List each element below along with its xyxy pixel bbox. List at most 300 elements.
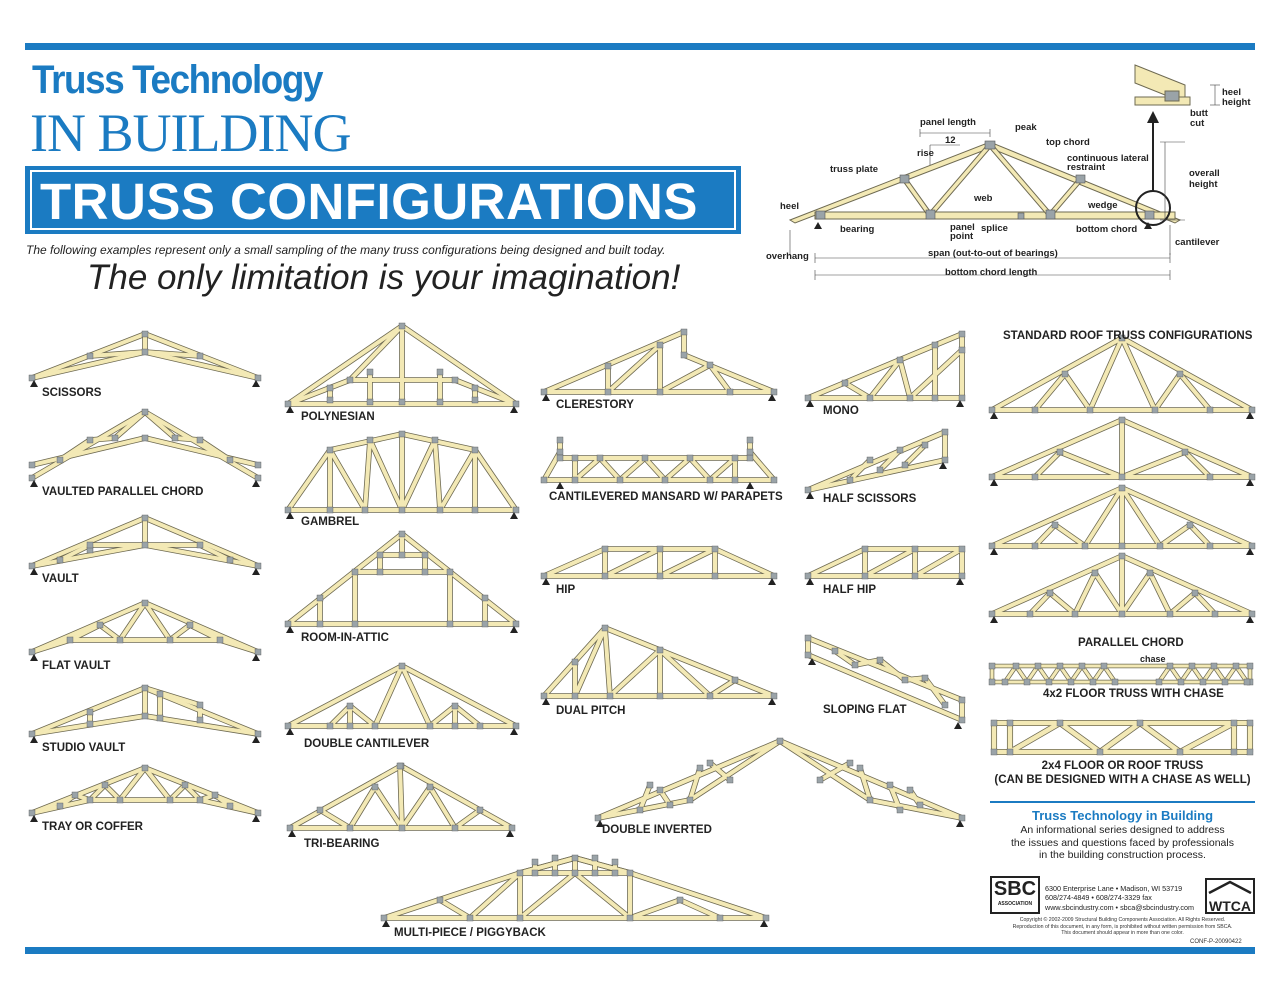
truss-plate	[697, 765, 703, 771]
truss-plate	[771, 573, 777, 579]
truss-plate	[197, 797, 203, 803]
truss-plate	[1119, 543, 1125, 549]
scissors-truss	[29, 331, 261, 387]
truss-plate	[1101, 663, 1107, 669]
truss-plate	[771, 477, 777, 483]
truss-plate	[897, 357, 903, 363]
truss-plate	[1178, 679, 1184, 685]
truss-plate	[255, 475, 261, 481]
truss-plate	[647, 782, 653, 788]
truss-plate	[572, 477, 578, 483]
truss-plate	[597, 455, 603, 461]
truss-plate	[142, 331, 148, 337]
truss-plate	[142, 765, 148, 771]
truss-plate	[817, 777, 823, 783]
truss-plate	[989, 543, 995, 549]
truss-plate	[932, 342, 938, 348]
truss-plate	[467, 915, 473, 921]
label-cantilevered-mansard: CANTILEVERED MANSARD W/ PARAPETS	[549, 491, 783, 503]
truss-plate	[227, 557, 233, 563]
truss-plate	[352, 569, 358, 575]
truss-plate	[907, 787, 913, 793]
sbc-logo	[990, 876, 1040, 914]
truss-plate	[932, 395, 938, 401]
truss-plate	[707, 693, 713, 699]
truss-plate	[612, 859, 618, 865]
label-butt: butt	[1190, 108, 1208, 119]
truss-plate	[1032, 543, 1038, 549]
truss-plate	[592, 855, 598, 861]
truss-plate	[227, 803, 233, 809]
truss-plate	[717, 915, 723, 921]
truss-plate	[922, 442, 928, 448]
truss-plate	[1211, 663, 1217, 669]
truss-plate	[352, 621, 358, 627]
truss-plate	[605, 363, 611, 369]
truss-plate	[657, 573, 663, 579]
truss-plate	[1167, 663, 1173, 669]
truss-plate	[317, 595, 323, 601]
truss-plate	[572, 870, 578, 876]
truss-plate	[255, 375, 261, 381]
truss-plate	[922, 675, 928, 681]
truss-plate	[959, 717, 965, 723]
truss-plate	[472, 507, 478, 513]
truss-plate	[959, 395, 965, 401]
truss-plate	[805, 635, 811, 641]
truss-plate	[367, 369, 373, 375]
double-cantilever-truss	[285, 663, 519, 735]
truss-plate	[377, 552, 383, 558]
truss-plate	[707, 362, 713, 368]
truss-plate	[29, 475, 35, 481]
truss-plate	[1249, 407, 1255, 413]
truss-plate	[1057, 449, 1063, 455]
label-peak: peak	[1015, 122, 1037, 133]
truss-plate	[437, 369, 443, 375]
truss-plate	[29, 649, 35, 655]
truss-plate	[142, 542, 148, 548]
mono-truss	[805, 331, 965, 407]
truss-plate	[112, 435, 118, 441]
truss-plate	[832, 648, 838, 654]
truss-plate	[657, 693, 663, 699]
label-sloping-flat: SLOPING FLAT	[823, 704, 907, 716]
truss-plate	[1207, 407, 1213, 413]
truss-plate	[532, 859, 538, 865]
truss-plate	[227, 457, 233, 463]
contact-address	[1045, 884, 1194, 912]
label-bearing: bearing	[840, 224, 875, 235]
truss-plate	[595, 815, 601, 821]
truss-plate	[887, 782, 893, 788]
truss-plate	[605, 389, 611, 395]
truss-plate	[87, 353, 93, 359]
truss-plate	[1035, 663, 1041, 669]
truss-plate	[1119, 485, 1125, 491]
truss-plate	[572, 693, 578, 699]
truss-plate	[612, 870, 618, 876]
truss-plate	[1231, 749, 1237, 755]
document-code: CONF-P-20090422	[1190, 939, 1242, 945]
label-half-scissors: HALF SCISSORS	[823, 493, 917, 505]
truss-plate	[217, 637, 223, 643]
truss-plate	[959, 347, 965, 353]
standard-2-truss	[989, 417, 1255, 486]
truss-plate	[1079, 663, 1085, 669]
truss-plate	[1090, 679, 1096, 685]
truss-plate	[255, 731, 261, 737]
truss-plate	[897, 447, 903, 453]
truss-plate	[372, 723, 378, 729]
truss-plate	[771, 693, 777, 699]
truss-plate	[372, 784, 378, 790]
truss-plate	[452, 703, 458, 709]
truss-plate	[427, 784, 433, 790]
truss-plate	[907, 395, 913, 401]
truss-plate	[513, 723, 519, 729]
footer-series-title: Truss Technology in Building	[1031, 808, 1214, 823]
truss-plate	[732, 677, 738, 683]
truss-plate	[989, 611, 995, 617]
truss-plate	[942, 429, 948, 435]
truss-plate	[1027, 611, 1033, 617]
label-tray-or-coffer: TRAY OR COFFER	[42, 821, 143, 833]
truss-plate	[437, 897, 443, 903]
truss-plate	[1062, 371, 1068, 377]
truss-plate	[687, 455, 693, 461]
label-clerestory: CLERESTORY	[556, 399, 634, 411]
truss-plate	[142, 435, 148, 441]
tagline: The only limitation is your imagination!	[87, 258, 681, 297]
truss-plate	[142, 713, 148, 719]
truss-plate	[681, 329, 687, 335]
truss-plate	[87, 797, 93, 803]
truss-plate	[285, 401, 291, 407]
truss-plate	[867, 395, 873, 401]
label-hip: HIP	[556, 584, 576, 596]
truss-plate	[513, 401, 519, 407]
truss-plate	[917, 802, 923, 808]
truss-plate	[627, 915, 633, 921]
label-gambrel: GAMBREL	[301, 516, 360, 528]
truss-plate	[477, 807, 483, 813]
truss-plate	[1233, 663, 1239, 669]
truss-plate	[172, 435, 178, 441]
truss-plate	[117, 637, 123, 643]
truss-plate	[347, 703, 353, 709]
truss-plate	[1112, 679, 1118, 685]
truss-plate	[29, 563, 35, 569]
label-tri-bearing: TRI-BEARING	[304, 838, 380, 850]
truss-plate	[29, 731, 35, 737]
half-hip-truss	[805, 546, 965, 585]
truss-plate	[657, 647, 663, 653]
truss-plate	[367, 437, 373, 443]
truss-plate	[727, 777, 733, 783]
truss-plate	[959, 546, 965, 552]
truss-plate	[1046, 679, 1052, 685]
label-bottom-chord-length: bottom chord length	[945, 267, 1038, 278]
truss-plate	[989, 663, 995, 669]
truss-plate	[437, 507, 443, 513]
label-4x2-floor-truss: 4x2 FLOOR TRUSS WITH CHASE	[1043, 688, 1224, 700]
truss-plate	[877, 467, 883, 473]
standard-4-truss	[989, 553, 1255, 623]
label-span: span (out-to-out of bearings)	[928, 248, 1058, 259]
hip-truss	[541, 546, 777, 585]
truss-plate	[1052, 522, 1058, 528]
label-overhang: overhang	[766, 251, 809, 262]
truss-plate	[367, 399, 373, 405]
truss-plate	[1212, 611, 1218, 617]
truss-plate	[1137, 720, 1143, 726]
truss-plate	[942, 702, 948, 708]
truss-plate	[447, 569, 453, 575]
truss-plate	[67, 637, 73, 643]
truss-plate	[285, 621, 291, 627]
truss-plate	[707, 477, 713, 483]
truss-plate	[657, 389, 663, 395]
truss-plate	[1068, 679, 1074, 685]
truss-plate	[1182, 449, 1188, 455]
double-inverted-truss	[595, 738, 965, 827]
truss-plate	[862, 573, 868, 579]
label-dual-pitch: DUAL PITCH	[556, 705, 626, 717]
truss-plate	[1032, 407, 1038, 413]
truss-plate	[1249, 474, 1255, 480]
truss-plate	[29, 462, 35, 468]
truss-plate	[285, 507, 291, 513]
wtca-logo-text: WTCA	[1209, 898, 1251, 914]
truss-plate	[362, 507, 368, 513]
truss-plate	[399, 431, 405, 437]
truss-plate	[427, 723, 433, 729]
truss-plate	[662, 477, 668, 483]
label-continuous-lateral: continuous lateral	[1067, 153, 1149, 164]
truss-plate	[677, 897, 683, 903]
truss-plate	[572, 659, 578, 665]
truss-plate	[557, 449, 563, 455]
truss-plate	[1156, 679, 1162, 685]
truss-plate	[397, 763, 403, 769]
truss-plate	[399, 663, 405, 669]
truss-plate	[989, 679, 995, 685]
truss-plate	[942, 457, 948, 463]
truss-plate	[1082, 543, 1088, 549]
gambrel-truss	[285, 431, 519, 519]
truss-plate	[902, 677, 908, 683]
label-overall: overall	[1189, 168, 1220, 179]
wtca-roof-icon	[1207, 880, 1253, 894]
truss-plate	[1119, 474, 1125, 480]
label-heel: heel	[780, 201, 800, 212]
truss-plate	[712, 546, 718, 552]
label-splice: splice	[981, 223, 1008, 234]
truss-plate	[959, 331, 965, 337]
label-heel-height-2: height	[1222, 97, 1251, 108]
truss-plate	[212, 792, 218, 798]
copyright-line1: Copyright © 2002-2009 Structural Building Components Association. All Rights Reserved.	[1019, 917, 1226, 923]
truss-plate	[1057, 663, 1063, 669]
truss-plate	[255, 649, 261, 655]
truss-plate	[852, 662, 858, 668]
truss-plate	[1119, 611, 1125, 617]
truss-plate	[681, 352, 687, 358]
address-line3: www.sbcindustry.com • sbca@sbcindustry.com	[1045, 902, 1194, 912]
truss-plate	[1167, 611, 1173, 617]
truss-plate	[102, 782, 108, 788]
truss-plate	[327, 385, 333, 391]
label-twelve: 12	[945, 135, 956, 146]
truss-plate	[1249, 543, 1255, 549]
truss-plate	[432, 437, 438, 443]
truss-plate	[541, 573, 547, 579]
sbc-logo-text: SBC	[993, 878, 1037, 900]
truss-plate	[805, 652, 811, 658]
truss-plate	[255, 563, 261, 569]
truss-plate	[72, 792, 78, 798]
truss-plate	[732, 455, 738, 461]
address-line1: 6300 Enterprise Lane • Madison, WI 53719	[1045, 884, 1183, 893]
truss-plate	[517, 915, 523, 921]
truss-plate	[1200, 679, 1206, 685]
truss-plate	[57, 803, 63, 809]
label-scissors: SCISSORS	[42, 387, 102, 399]
vault-truss	[29, 515, 261, 575]
truss-plate	[327, 397, 333, 403]
label-web: web	[974, 193, 993, 204]
truss-plate	[877, 657, 883, 663]
truss-plate	[1072, 611, 1078, 617]
label-panel-length: panel length	[920, 117, 976, 128]
truss-plate	[989, 474, 995, 480]
truss-plate	[477, 723, 483, 729]
truss-plate	[142, 600, 148, 606]
truss-plate	[959, 815, 965, 821]
truss-plate	[557, 455, 563, 461]
address-line2: 608/274-4849 • 608/274-3329 fax	[1045, 893, 1152, 903]
truss-plate	[87, 721, 93, 727]
truss-plate	[1092, 570, 1098, 576]
truss-plate	[87, 542, 93, 548]
label-double-inverted: DOUBLE INVERTED	[602, 824, 712, 836]
label-chase: chase	[1140, 654, 1166, 664]
half-scissors-truss	[805, 429, 948, 499]
truss-plate	[657, 787, 663, 793]
flat-vault-truss	[29, 600, 261, 661]
truss-plate	[572, 855, 578, 861]
truss-plate	[347, 723, 353, 729]
truss-plate	[1152, 407, 1158, 413]
footer-desc-line2: the issues and questions faced by professionals	[1011, 836, 1234, 849]
truss-plate	[847, 477, 853, 483]
truss-plate	[805, 487, 811, 493]
truss-plate	[572, 455, 578, 461]
page-title: TRUSS CONFIGURATIONS	[40, 173, 698, 230]
truss-plate	[602, 573, 608, 579]
truss-plate	[197, 353, 203, 359]
wtca-logo	[1205, 878, 1255, 914]
truss-plate	[87, 709, 93, 715]
truss-plate	[97, 622, 103, 628]
footer-series-description	[990, 824, 1255, 862]
intro-text: The following examples represent only a small sampling of the many truss configurations being designed and built today.	[26, 243, 666, 257]
label-height: height	[1189, 179, 1218, 190]
truss-plate	[1013, 663, 1019, 669]
truss-plate	[1177, 371, 1183, 377]
truss-plate	[399, 507, 405, 513]
label-room-in-attic: ROOM-IN-ATTIC	[301, 632, 389, 644]
truss-plate	[482, 621, 488, 627]
truss-plate	[847, 760, 853, 766]
studio-vault-truss	[29, 685, 261, 743]
copyright-line3: This document should appear in more than one color.	[1061, 930, 1184, 936]
truss-plate	[541, 389, 547, 395]
floor-4x2-truss	[989, 663, 1253, 685]
truss-plate	[842, 380, 848, 386]
truss-plate	[472, 385, 478, 391]
truss-plate	[541, 693, 547, 699]
truss-plate	[763, 915, 769, 921]
label-studio-vault: STUDIO VAULT	[42, 742, 126, 754]
truss-plate	[991, 720, 997, 726]
truss-plate	[959, 697, 965, 703]
truss-plate	[1119, 417, 1125, 423]
truss-plate	[1247, 749, 1253, 755]
truss-plate	[912, 573, 918, 579]
truss-plate	[1192, 590, 1198, 596]
truss-plate	[142, 349, 148, 355]
truss-plate	[602, 625, 608, 631]
label-point: point	[950, 231, 974, 242]
room-in-attic-truss	[285, 531, 519, 633]
label-vault: VAULT	[42, 573, 79, 585]
truss-plate	[1007, 749, 1013, 755]
truss-plate	[617, 477, 623, 483]
truss-plate	[1189, 663, 1195, 669]
truss-plate	[197, 542, 203, 548]
clerestory-truss	[541, 329, 777, 401]
truss-plate	[472, 397, 478, 403]
truss-plate	[87, 437, 93, 443]
truss-plate	[747, 437, 753, 443]
truss-plate	[513, 621, 519, 627]
standard-configs-heading: STANDARD ROOF TRUSS CONFIGURATIONS	[1003, 330, 1253, 342]
truss-plate	[657, 342, 663, 348]
truss-plate	[157, 691, 163, 697]
truss-plate	[552, 870, 558, 876]
label-2x4-floor-truss-note: (CAN BE DESIGNED WITH A CHASE AS WELL)	[994, 774, 1251, 786]
truss-plate	[29, 375, 35, 381]
truss-plate	[399, 323, 405, 329]
truss-plate	[1119, 553, 1125, 559]
label-cut: cut	[1190, 118, 1205, 129]
bearing-icon	[556, 482, 564, 489]
truss-plate	[541, 477, 547, 483]
truss-plate	[187, 622, 193, 628]
truss-plate	[777, 738, 783, 744]
truss-plate	[399, 399, 405, 405]
truss-plate	[1177, 749, 1183, 755]
truss-plate	[991, 749, 997, 755]
truss-plate	[347, 825, 353, 831]
truss-plate	[142, 685, 148, 691]
truss-plate	[1207, 474, 1213, 480]
truss-plate	[912, 546, 918, 552]
truss-plate	[197, 717, 203, 723]
truss-plate	[1024, 679, 1030, 685]
